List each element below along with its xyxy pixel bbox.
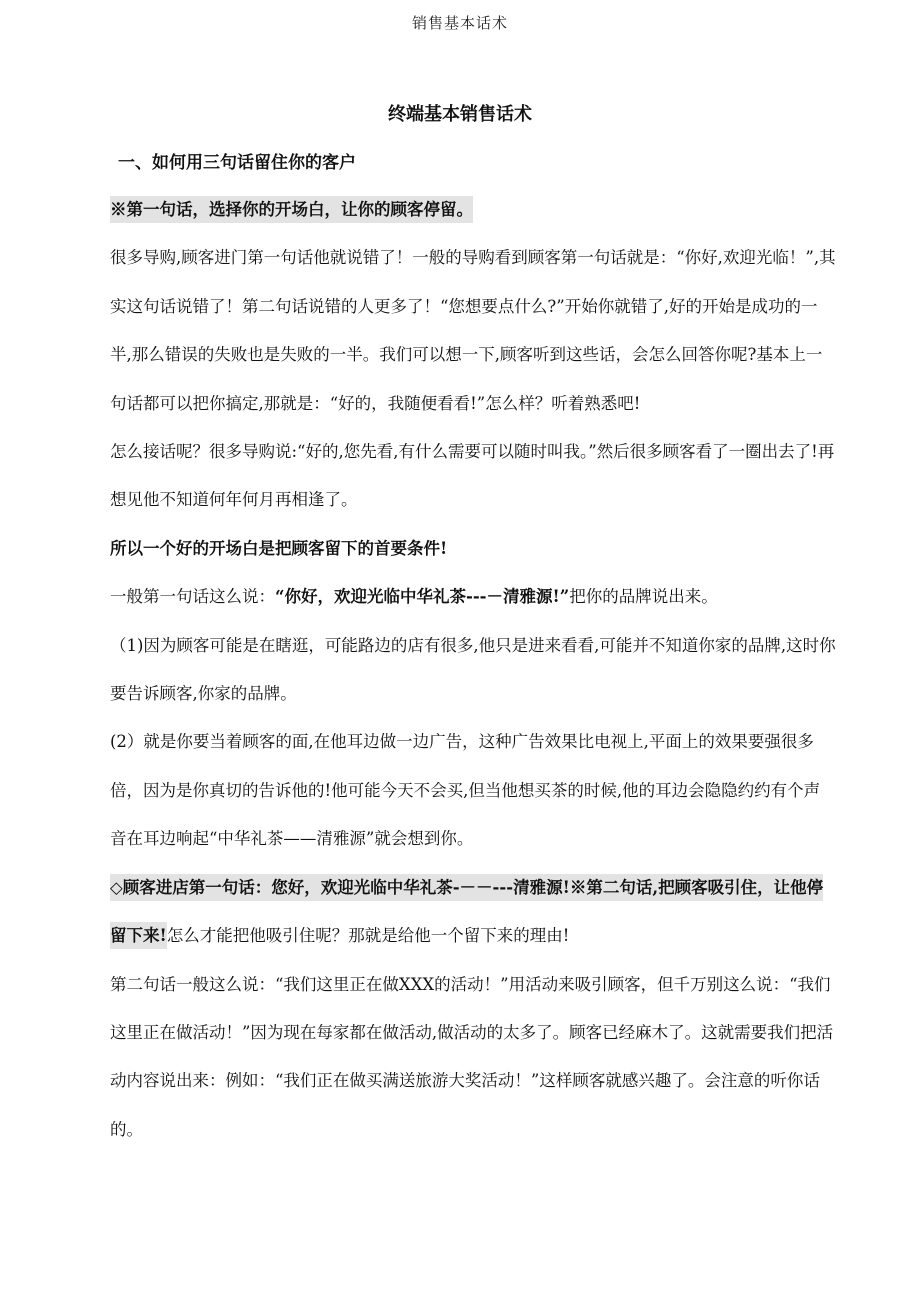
paragraph-1: 很多导购,顾客进门第一句话他就说错了！一般的导购看到顾客第一句话就是：“你好,欢迎光临！”,其实这句话说错了！第二句话说错的人更多了！“您想要点什么?”开始你就错了,好的开始是成功的一半,那么错误的失败也是失败的一半。我们可以想一下,顾客听到这些话，会怎么回答你呢?基本上一句话都可以把你搞定,那就是：“好的，我随便看看!”怎么样？听着熟悉吧!: [110, 248, 836, 413]
paragraph-2: 怎么接话呢？很多导购说:“好的,您先看,有什么需要可以随时叫我。”然后很多顾客看了一圈出去了!再想见他不知道何年何月再相逢了。: [110, 442, 835, 510]
running-header: 销售基本话术: [411, 14, 508, 32]
paragraph-7-suffix: 怎么才能把他吸引住呢？那就是给他一个留下来的理由!: [166, 926, 570, 946]
section-heading: 一、如何用三句话留住你的客户: [118, 153, 356, 173]
document-title: 终端基本销售话术: [388, 104, 532, 125]
highlighted-heading: ※第一句话，选择你的开场白，让你的顾客停留。: [110, 196, 473, 223]
brand-greeting: “你好，欢迎光临中华礼茶---－清雅源!”: [275, 587, 570, 607]
paragraph-5: （1)因为顾客可能是在瞎逛，可能路边的店有很多,他只是进来看看,可能并不知道你家的品牌,这时你要告诉顾客,你家的品牌。: [110, 635, 836, 704]
header-rule: [40, 40, 880, 41]
paragraph-4-prefix: 一般第一句话这么说：: [110, 587, 275, 607]
document-body: [110, 186, 836, 1154]
paragraph-7: [110, 864, 836, 961]
first-sentence-heading: [110, 186, 836, 234]
highlighted-first-greeting: ◇顾客进店第一句话：您好，欢迎光临中华礼茶-－－---清雅源!: [110, 874, 570, 901]
paragraph-8: 第二句话一般这么说：“我们这里正在做XXX的活动！”用活动来吸引顾客，但千万别这么说：“我们这里正在做活动！”因为现在每家都在做活动,做活动的太多了。顾客已经麻木了。这就需要我们把活动内容说出来：例如：“我们正在做买满送旅游大奖活动！”这样顾客就感兴趣了。会注意的听你话的。: [110, 974, 834, 1139]
paragraph-3-bold: 所以一个好的开场白是把顾客留下的首要条件!: [110, 538, 448, 558]
paragraph-6: (2）就是你要当着顾客的面,在他耳边做一边广告，这种广告效果比电视上,平面上的效果要强很多倍，因为是你真切的告诉他的!他可能今天不会买,但当他想买茶的时候,他的耳边会隐隐约约有个声音在耳边响起“中华礼茶——清雅源”就会想到你。: [110, 732, 821, 849]
highlighted-second-sentence-heading: ※第二句话,把顾客吸引住，让他停留下来!: [110, 874, 823, 949]
paragraph-4: [110, 573, 836, 621]
paragraph-4-suffix: 把你的品牌说出来。: [569, 587, 718, 607]
